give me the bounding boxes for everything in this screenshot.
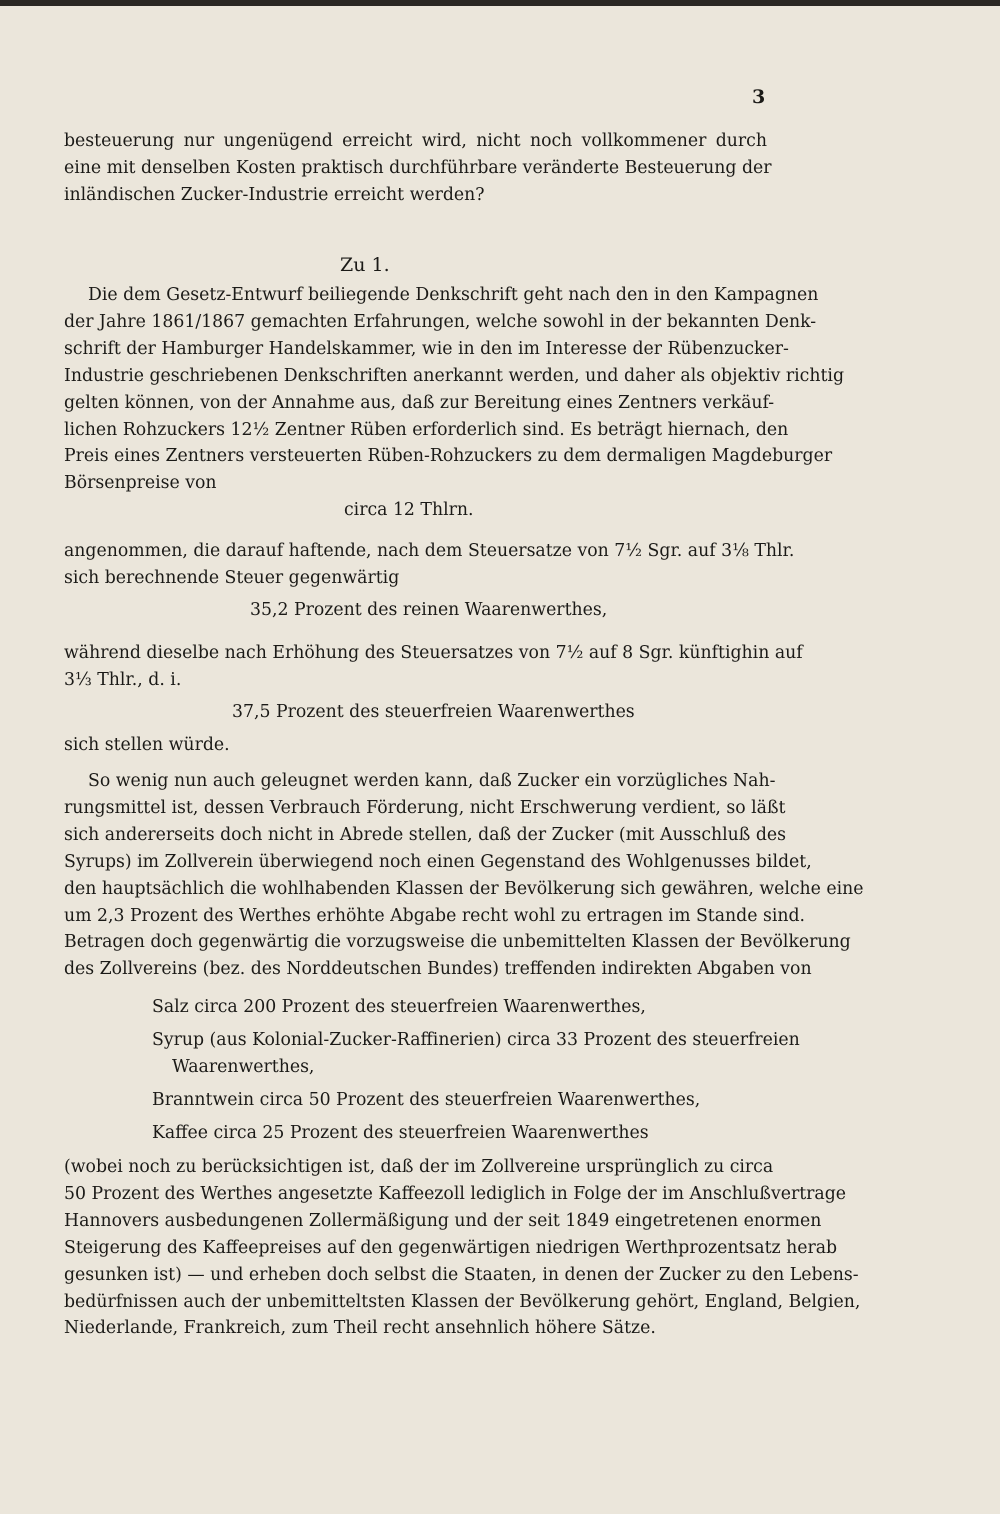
list-item: [152, 1120, 767, 1147]
text-line: gelten können, von der Annahme aus, daß zur Bereitung eines Zentners verkäuf-: [64, 392, 775, 413]
text-line: 3⅓ Thlr., d. i.: [64, 669, 182, 690]
text-line: Preis eines Zentners versteuerten Rüben-Rohzuckers zu dem dermaligen Magdeburger: [64, 446, 833, 467]
intro-paragraph: [64, 128, 772, 209]
text-line: während dieselbe nach Erhöhung des Steuersatzes von 7½ auf 8 Sgr. künftighin auf: [64, 643, 803, 663]
text-line: So wenig nun auch geleugnet werden kann, daß Zucker ein vorzügliches Nah-: [88, 771, 776, 791]
text-line: Betragen doch gegenwärtig die vorzugsweise die unbemittelten Klassen der Bevölkerung: [64, 932, 851, 953]
text-line: sich andererseits doch nicht in Abrede stellen, daß der Zucker (mit Ausschluß des: [64, 824, 786, 845]
text-line: sich stellen würde.: [64, 735, 230, 755]
list-item: [152, 1087, 767, 1114]
text-line: Waarenwerthes,: [172, 1056, 315, 1077]
text-line: Salz circa 200 Prozent des steuerfreien Waarenwerthes,: [152, 997, 646, 1017]
text-line: angenommen, die darauf haftende, nach dem Steuersatze von 7½ Sgr. auf 3⅛ Thlr.: [64, 541, 795, 561]
text-line: des Zollvereins (bez. des Norddeutschen Bundes) treffenden indirekten Abgaben von: [64, 959, 812, 980]
paragraph-5: [64, 768, 864, 983]
text-line: rungsmittel ist, dessen Verbrauch Förderung, nicht Erschwerung verdient, so läßt: [64, 797, 786, 818]
text-line: der Jahre 1861/1867 gemachten Erfahrungen, welche sowohl in der bekannten Denk-: [64, 311, 817, 332]
text-line: Hannovers ausbedungenen Zollermäßigung und der seit 1849 eingetretenen enormen: [64, 1210, 822, 1231]
text-line: schrift der Hamburger Handelskammer, wie in den im Interesse der Rübenzucker-: [64, 338, 789, 359]
text-line: 50 Prozent des Werthes angesetzte Kaffeezoll lediglich in Folge der im Anschlußvertrage: [64, 1183, 847, 1204]
scan-top-edge: [0, 0, 1000, 6]
text-line: um 2,3 Prozent des Werthes erhöhte Abgabe recht wohl zu ertragen im Stande sind.: [64, 905, 806, 926]
paragraph-4: [64, 732, 767, 759]
paragraph-2: [64, 538, 795, 592]
page-number: 3: [752, 86, 766, 108]
text-line: Kaffee circa 25 Prozent des steuerfreien Waarenwerthes: [152, 1122, 649, 1143]
text-line: (wobei noch zu berücksichtigen ist, daß der im Zollvereine ursprünglich zu circa: [64, 1157, 774, 1177]
paragraph-1: [64, 282, 845, 497]
text-line: besteuerung nur ungenügend erreicht wird, nicht noch vollkommener durch: [64, 131, 767, 151]
paragraph-3: [64, 640, 803, 694]
text-line: Industrie geschriebenen Denkschriften anerkannt werden, und daher als objektiv richtig: [64, 365, 845, 386]
text-line: gesunken ist) — und erheben doch selbst die Staaten, in denen der Zucker zu den Lebens-: [64, 1264, 859, 1285]
text-line: Syrups) im Zollverein überwiegend noch einen Gegenstand des Wohlgenusses bildet,: [64, 851, 812, 872]
list-item: [152, 1027, 800, 1081]
text-line: Niederlande, Frankreich, zum Theil recht ansehnlich höhere Sätze.: [64, 1318, 656, 1339]
price-line: circa 12 Thlrn.: [344, 500, 474, 520]
text-line: Syrup (aus Kolonial-Zucker-Raffinerien) circa 33 Prozent des steuerfreien: [152, 1029, 800, 1050]
paragraph-6: [64, 1154, 861, 1342]
tax-rate-list: [152, 994, 800, 1153]
section-heading: Zu 1.: [340, 254, 390, 276]
text-line: inländischen Zucker-Industrie erreicht werden?: [64, 184, 485, 205]
text-line: eine mit denselben Kosten praktisch durchführbare veränderte Besteuerung der: [64, 157, 772, 178]
percent-line-2: 37,5 Prozent des steuerfreien Waarenwerthes: [232, 702, 635, 722]
percent-line-1: 35,2 Prozent des reinen Waarenwerthes,: [250, 600, 608, 620]
text-line: Branntwein circa 50 Prozent des steuerfreien Waarenwerthes,: [152, 1089, 701, 1110]
text-line: bedürfnissen auch der unbemitteltsten Klassen der Bevölkerung gehört, England, Belgien,: [64, 1291, 861, 1312]
text-line: sich berechnende Steuer gegenwärtig: [64, 567, 400, 588]
text-line: Steigerung des Kaffeepreises auf den gegenwärtigen niedrigen Werthprozentsatz herab: [64, 1237, 838, 1258]
text-line: den hauptsächlich die wohlhabenden Klassen der Bevölkerung sich gewähren, welche eine: [64, 878, 864, 899]
text-line: Börsenpreise von: [64, 473, 217, 494]
text-line: Die dem Gesetz-Entwurf beiliegende Denkschrift geht nach den in den Kampagnen: [88, 285, 819, 305]
text-line: lichen Rohzuckers 12½ Zentner Rüben erforderlich sind. Es beträgt hiernach, den: [64, 419, 789, 440]
list-item: [152, 994, 767, 1021]
